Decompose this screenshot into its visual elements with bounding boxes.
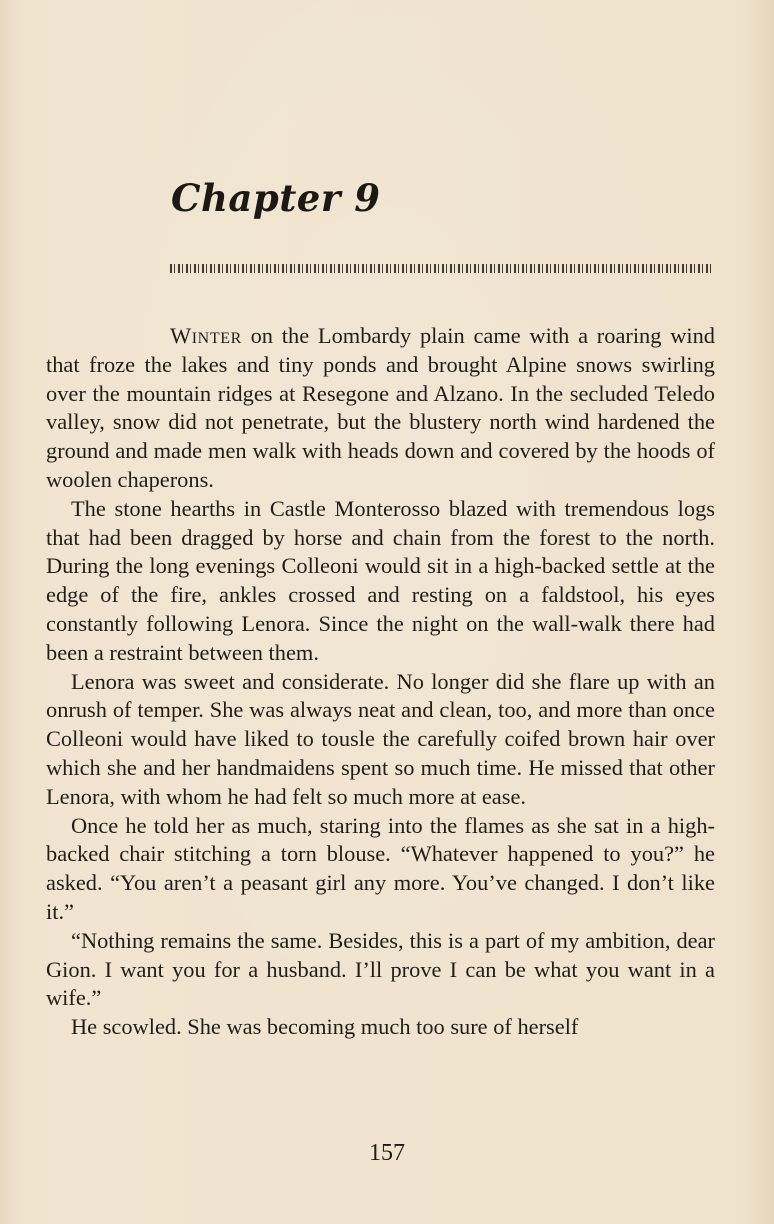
- lead-word: Winter: [170, 323, 242, 348]
- chapter-title: Chapter 9: [171, 176, 381, 220]
- body-text: [46, 322, 715, 1042]
- paragraph-6: He scowled. She was becoming much too sure of herself: [71, 1014, 579, 1040]
- ornamental-rule: [170, 264, 711, 273]
- page-number: 157: [369, 1140, 405, 1166]
- paragraph-1: [46, 322, 715, 495]
- paragraph-1-text: on the Lombardy plain came with a roaring wind that froze the lakes and tiny ponds and brought Alpine snows swirling over the mountain ridges at Resegone and Alzano. In the secluded Teledo valley, snow did not penetrate, but the blustery north wind hardened the ground and made men walk with heads down and covered by the hoods of woolen chaperons.: [46, 323, 715, 492]
- paragraph-5: “Nothing remains the same. Besides, this is a part of my ambition, dear Gion. I want you for a husband. I’ll prove I can be what you want in a wife.”: [46, 927, 715, 1011]
- paragraph-2: The stone hearths in Castle Monterosso blazed with tremendous logs that had been dragged by horse and chain from the forest to the north. During the long evenings Colleoni would sit in a high-backed settle at the edge of the fire, ankles crossed and resting on a faldstool, his eyes constantly following Lenora. Since the night on the wall-walk there had been a restraint between them.: [46, 495, 715, 665]
- paragraph-3: Lenora was sweet and considerate. No longer did she flare up with an onrush of temper. She was always neat and clean, too, and more than once Colleoni would have liked to tousle the carefully coifed brown hair over which she and her handmaidens spent so much time. He missed that other Lenora, with whom he had felt so much more at ease.: [46, 668, 715, 809]
- paragraph-4: Once he told her as much, staring into the flames as she sat in a high-backed chair stitching a torn blouse. “Whatever happened to you?” he asked. “You aren’t a peasant girl any more. You’ve changed. I don’t like it.”: [46, 812, 715, 924]
